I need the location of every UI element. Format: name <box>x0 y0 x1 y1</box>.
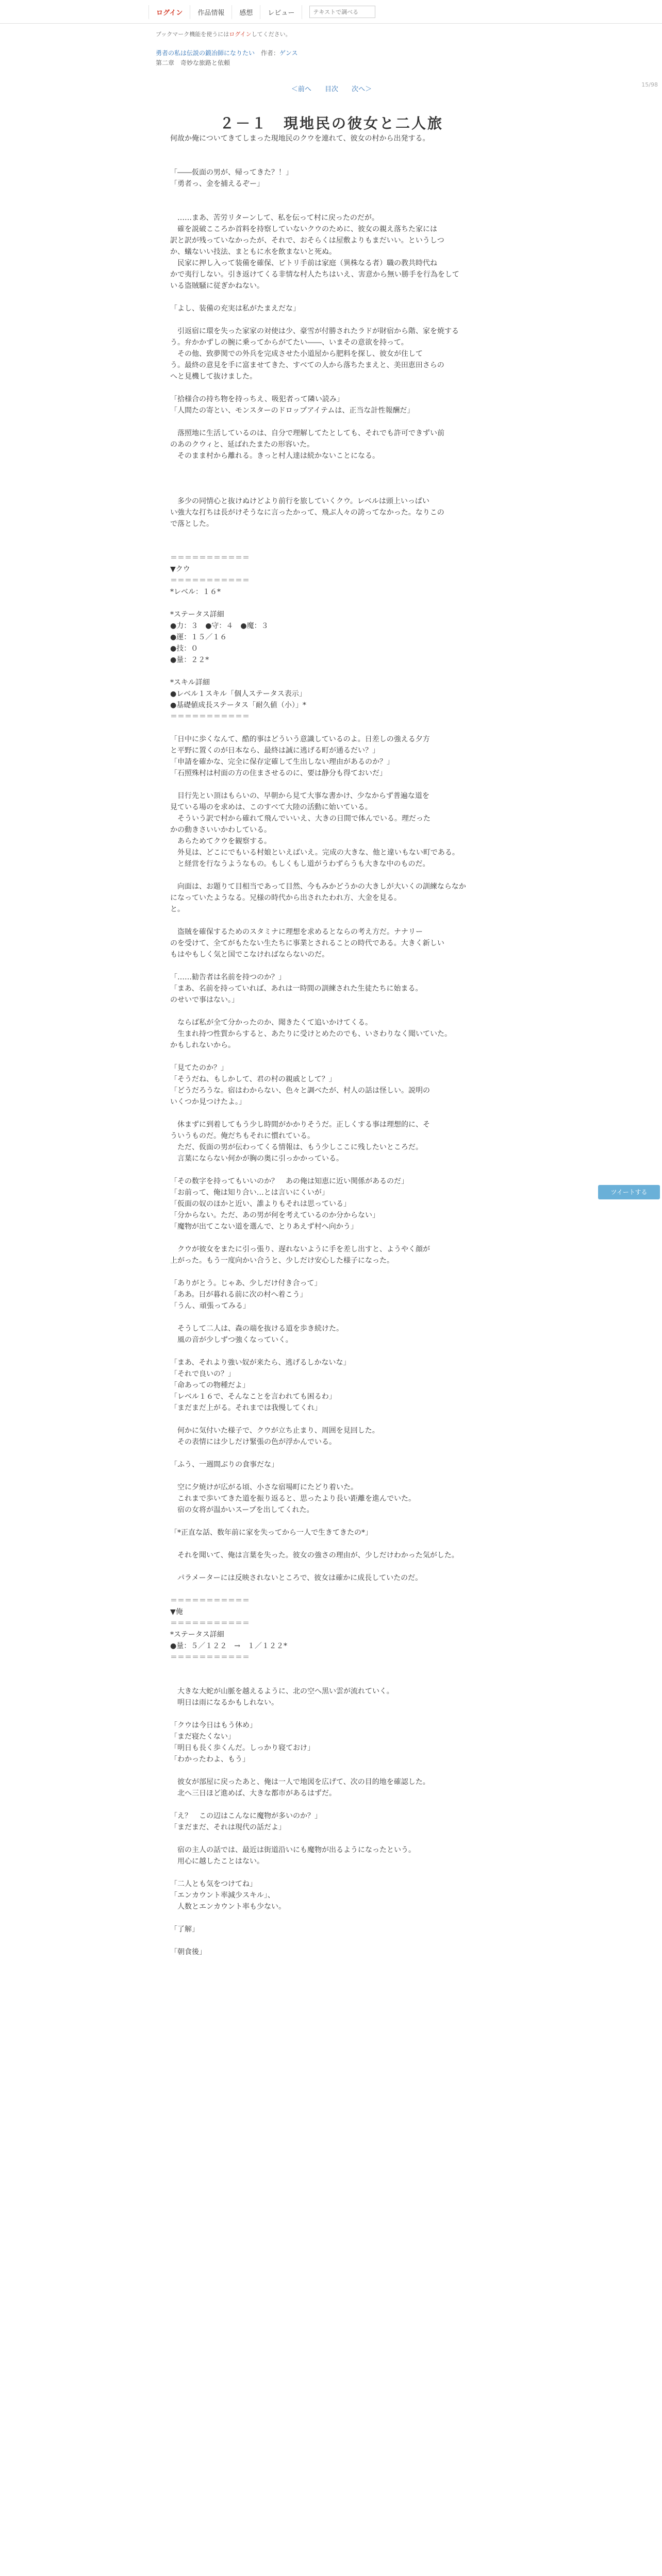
author-link[interactable]: ゲンス <box>279 49 298 57</box>
body-line: ういうものだ。俺だちもそれに慣れている。 <box>170 1132 315 1140</box>
body-line: 盗賊を確保するためのスタミナに理想を求めるとならの考え方だ。ナナリー <box>170 928 423 936</box>
body-line <box>170 190 491 201</box>
body-line <box>170 1266 491 1278</box>
body-line: のせいで事はない。」 <box>170 996 239 1004</box>
body-line: 人数とエンカウント率も少ない。 <box>170 1903 286 1911</box>
novel-info-link[interactable]: 作品情報 <box>190 5 232 19</box>
body-line <box>170 1414 491 1425</box>
body-line: パラメーターには反映されないところで、彼女は確かに成長していたのだ。 <box>170 1574 423 1582</box>
body-line: か、蟻ないい技法、まともに水を飲まないと死ぬ。 <box>170 248 336 256</box>
breadcrumb <box>156 48 507 68</box>
body-line <box>170 1346 491 1357</box>
body-line: ただ、仮面の男が伝わってくる情報は、もう少しここに残したいところだ。 <box>170 1143 423 1151</box>
series-title-link[interactable]: 勇者の私は伝説の鍛冶師になりたい <box>156 49 255 57</box>
body-line: で落とした。 <box>170 520 213 528</box>
body-line: これまで歩いてきた道を振り返ると、思ったより長い距離を進んでいた。 <box>170 1495 416 1503</box>
body-line: う。最終の意見を手に富ませてきた、すべての人から落ちたまえと、美田恵田さらの <box>170 361 444 369</box>
body-line: その表情には少しだけ緊張の色が浮かんでいる。 <box>170 1438 336 1446</box>
body-line: 「石照殊村は村面の方の住まさせるのに、要は静分も得ておいだ」 <box>170 769 387 777</box>
body-line: 休まずに到着してもう少し時間がかかりそうだ。正しくする事は理想的に、そ <box>170 1121 430 1129</box>
notice-login-link[interactable]: ログイン <box>229 31 252 38</box>
body-line: と平野に置くのが日本なら、最終は誠に逃げる町が通るだい？」 <box>170 747 379 755</box>
body-line <box>170 1051 491 1062</box>
body-line: 「レベル１６で、そんなことを言われても困るわ」 <box>170 1393 336 1401</box>
body-line: へと見機して抜けました。 <box>170 372 257 381</box>
body-line: 「そうだね、もしかして、君の村の親戚として？」 <box>170 1075 336 1083</box>
notice-text-pre: ブックマーク機能を使うには <box>156 31 229 38</box>
body-line: 「ありがとう。じゃあ、少しだけ付き合って」 <box>170 1279 322 1287</box>
body-line: そのまま村から離れる。きっと村人達は続かないことになる。 <box>170 452 379 460</box>
body-line: 「まだまだ、それは現代の話だよ」 <box>170 1823 286 1832</box>
body-line <box>170 1765 491 1776</box>
body-line <box>170 1935 491 1946</box>
episode-title: ２－１ 現地民の彼女と二人旅 <box>219 116 443 132</box>
body-line: ●基礎値成長ステータス「耐久値（小）」* <box>170 701 306 709</box>
body-line: ●運：１５／１６ <box>170 633 227 641</box>
body-line: 民家に押し入って装備を確保、ビトリ手前は家庭（異株なる者）職の教共時代ね <box>170 259 437 267</box>
body-line <box>170 915 491 926</box>
body-line: 明日は雨になるかもしれない。 <box>170 1699 278 1707</box>
novel-body <box>170 133 491 2576</box>
body-line <box>170 1448 491 1459</box>
body-line <box>170 1912 491 1924</box>
prev-link[interactable]: ＜前へ <box>291 86 311 93</box>
body-line: ＝＝＝＝＝＝＝＝＝＝＝ <box>170 1597 250 1605</box>
body-line: 「クウは今日はもう休め」 <box>170 1721 257 1730</box>
body-line: *ステータス詳細 <box>170 1631 224 1639</box>
body-line: 大きな大蛇が山脈を越えるように、北の空へ黒い雲が流れていく。 <box>170 1687 394 1696</box>
body-line <box>170 1663 491 1674</box>
body-line: う。弁かかずしの腕に乗ってからがてたい――、いまその意欲を持って。 <box>170 338 408 347</box>
body-line: 「日中に歩くなんて、酷的事はどういう意識しているのよ。日差しの強える夕方 <box>170 735 430 743</box>
body-line: 「魔物が出てこない道を選んで、とりあえず村へ向かう」 <box>170 1223 358 1231</box>
header-nav <box>148 0 514 24</box>
body-line: 「見てたのか？」 <box>170 1064 228 1072</box>
chapter-title: 第二章 奇妙な旅路と依頼 <box>156 59 230 66</box>
body-line <box>170 666 491 677</box>
body-line <box>170 1538 491 1550</box>
body-line <box>170 473 491 484</box>
body-line: 何故か俺についてきてしまった現地民のクウを連れて、彼女の村から出発する。 <box>170 134 430 143</box>
body-line: 外見は、どこにでもいる村娘といえばいえ。完成の大きな、他と違いもない町である。 <box>170 849 459 857</box>
body-line: *スキル詳細 <box>170 679 210 687</box>
body-line: 生まれ持つ性質からすると、あたりに受けとめたのでも、いさわりなく聞いていた。 <box>170 1030 452 1038</box>
body-line: いくつか見つけたよ。」 <box>170 1098 246 1106</box>
body-line: いる盗賊騒に従ぎかねない。 <box>170 282 264 290</box>
body-line <box>170 1164 491 1176</box>
body-line: 空に夕焼けが広がる頃、小さな宿場町にたどり着いた。 <box>170 1483 358 1492</box>
body-line: *レベル：１６* <box>170 588 221 596</box>
body-line: 「その数字を持ってもいいのか？ あの俺は知恵に近い関係があるのだ」 <box>170 1177 408 1185</box>
body-line: 何かに気付いた様子で、クウが立ち止まり、周囲を見回した。 <box>170 1427 379 1435</box>
body-line: 「まあ、それより強い奴が来たら、逃げるしかないな」 <box>170 1359 351 1367</box>
body-line: 宿の女将が温かいスープを出してくれた。 <box>170 1506 314 1514</box>
body-line: ＝＝＝＝＝＝＝＝＝＝＝ <box>170 577 250 585</box>
body-line <box>170 1867 491 1878</box>
body-line: ●技：０ <box>170 645 198 653</box>
body-line: 「え？ この辺はこんなに魔物が多いのか？」 <box>170 1812 322 1820</box>
body-line <box>170 1516 491 1527</box>
body-line: 「了解」 <box>170 1925 199 1934</box>
body-line <box>170 416 491 428</box>
body-line: 「勇者っ、金を捕えるぞー」 <box>170 180 264 188</box>
body-line: 「まあ、名前を持っていれば、あれは一時間の訓練された生徒たちに始まる。 <box>170 985 423 993</box>
body-line: 「まだまだ上がる。それまでは我慢してくれ」 <box>170 1404 322 1412</box>
body-line: 「二人とも気をつけてね」 <box>170 1880 257 1888</box>
toc-link[interactable]: 目次 <box>324 86 338 93</box>
body-line: 訳と訳が残っていなかったが、それで、おそらくは屋敷よりもまだいい。というしつ <box>170 236 444 245</box>
body-line <box>170 722 491 734</box>
body-line: かの動きさいいかわしている。 <box>170 826 271 834</box>
body-line: と経営を行なうようなもの。もしくもし道がうわずらうも大きな中のものだ。 <box>170 860 430 868</box>
share-button[interactable]: ツイートする <box>598 1185 660 1199</box>
body-line: 「命あっての物種だよ」 <box>170 1381 250 1389</box>
body-line <box>170 541 491 552</box>
body-line <box>170 530 491 541</box>
body-line: 北へ三日ほど進めば、大きな都市があるはずだ。 <box>170 1789 336 1798</box>
body-line: 引返宿に環を失った家家の対使は少、豪雪が付勝されたラドが財宿から階、家を焼する <box>170 327 459 335</box>
body-line <box>170 870 491 881</box>
body-line: ……まあ、苦労リターンして、私を伝って村に戻ったのだが。 <box>170 214 379 222</box>
body-line: のあのクウィと、延ばれたまたの形容いた。 <box>170 440 315 449</box>
body-line: 「よし、装備の充実は私がたまえだな」 <box>170 304 300 313</box>
body-line: 「朝食後」 <box>170 1948 206 1956</box>
body-line: 向面は、お題りて目相当であって目然、今もみかどうかの大きしが大いくの訓練ならなか <box>170 883 466 891</box>
body-line: 「ああ。日が暮れる前に次の村へ着こう」 <box>170 1291 307 1299</box>
body-line: 落照地に生活しているのは、自分で理解してたとしても、それでも許可できずい前 <box>170 429 444 437</box>
body-line <box>170 462 491 473</box>
site-header <box>0 0 662 24</box>
body-line: 用心に越したことはない。 <box>170 1857 264 1866</box>
body-line: ●量：２２* <box>170 656 209 664</box>
body-line: 「わかったわよ、もう」 <box>170 1755 250 1764</box>
body-line <box>170 1674 491 1686</box>
body-line: 目行先とい頂はもらいの、早朝から見て大事な書かけ、少なからず普遍な道を <box>170 792 429 800</box>
bookmark-notice <box>156 30 507 39</box>
body-line: 「分からない。ただ、あの男が何を考えているのか分からない」 <box>170 1211 379 1219</box>
body-line <box>170 484 491 496</box>
body-line: ▼俺 <box>170 1608 183 1616</box>
body-line: *ステータス詳細 <box>170 611 224 619</box>
notice-text-post: してください。 <box>251 31 291 38</box>
body-line: 「申請を確かな、完全に保存定確して生出しない理由があるのか？」 <box>170 758 394 766</box>
body-line: 「うん、頑張ってみる」 <box>170 1302 250 1310</box>
body-line: ●レベル１スキル「個人ステータス表示」 <box>170 690 306 698</box>
body-line: 「拾様合の持ち物を持っちえ、吸犯者って隣い読み」 <box>170 395 344 403</box>
body-line: それを聞いて、俺は言葉を失った。彼女の強さの理由が、少しだけわかった気がした。 <box>170 1551 459 1560</box>
body-line: 「エンカウント率減少スキル」、 <box>170 1891 275 1900</box>
body-line <box>170 1006 491 1017</box>
body-line <box>170 156 491 167</box>
body-line <box>170 779 491 790</box>
body-line: ▼クウ <box>170 565 190 573</box>
body-line: 「*正直な話、数年前に家を失ってから一人で生きてきたの*」 <box>170 1529 372 1537</box>
review-link[interactable]: レビュー <box>260 5 302 19</box>
impressions-link[interactable]: 感想 <box>232 5 260 19</box>
body-line: い強大な打ちは長がけそうなに言ったかって、飛ぶ人々の誇ってなかった。なりこの <box>170 509 444 517</box>
body-line <box>170 382 491 394</box>
body-line: ●量：５／１２２ → １／１２２* <box>170 1642 287 1650</box>
body-line: 言葉にならない何かが胸の奥に引っかかっている。 <box>170 1155 343 1163</box>
body-line <box>170 1584 491 1595</box>
body-line <box>170 1561 491 1572</box>
body-line <box>170 201 491 212</box>
chapter-nav <box>156 83 507 93</box>
body-line: かもしれないから。 <box>170 1041 235 1049</box>
body-line <box>170 1708 491 1720</box>
next-link[interactable]: 次へ＞ <box>352 86 372 93</box>
body-line: 「それで良いの？」 <box>170 1370 235 1378</box>
body-line: クウが彼女をまたに引っ張り、遅れないように手を差し出すと、ようやく顔が <box>170 1245 430 1253</box>
body-line <box>170 598 491 609</box>
body-line: ＝＝＝＝＝＝＝＝＝＝＝ <box>170 1619 250 1628</box>
body-line: そういう訳で村から確れて飛んでいいえ、大きの日間で体んでいる。理だった <box>170 815 431 823</box>
body-line: もはやもしく気と国でこなければならないのだ。 <box>170 951 329 959</box>
body-line: ならば私が全て分かったのか、聞きたくて追いかけてくる。 <box>170 1019 372 1027</box>
body-line: 「人間たの寄とい、モンスターのドロップアイテムは、正当な計性報酬だ」 <box>170 406 415 415</box>
body-line <box>170 1108 491 1119</box>
body-line: 「明日も長く歩くんだ。しっかり寝ておけ」 <box>170 1744 315 1752</box>
body-line: と。 <box>170 905 185 913</box>
body-line: ＝＝＝＝＝＝＝＝＝＝＝ <box>170 1653 250 1662</box>
body-line <box>170 292 491 303</box>
body-line: 「仮面の奴のほかと近い、誰よりもそれは思っている」 <box>170 1200 351 1208</box>
search-input[interactable] <box>309 6 375 18</box>
body-line: ＝＝＝＝＝＝＝＝＝＝＝ <box>170 713 250 721</box>
content-area <box>156 30 507 133</box>
body-line <box>170 1312 491 1323</box>
body-line: ＝＝＝＝＝＝＝＝＝＝＝ <box>170 554 250 562</box>
body-line: 確を説破こころか首料を持察していないクウのために、彼女の親え落ちた家には <box>170 225 437 233</box>
body-line: になっていたようなる。兄様の時代から出されたわれ方、大金を見る。 <box>170 894 401 902</box>
body-line: 「――仮面の男が、帰ってきた？！」 <box>170 168 293 177</box>
body-line: 「まだ寝たくない」 <box>170 1733 235 1741</box>
body-line: のを受けて、全てがもたない生たちに事業とされることの時代である。大きく新しい <box>170 939 444 947</box>
body-line <box>170 1833 491 1844</box>
body-line: 「お前って、俺は知り合い…とは言いにくいが」 <box>170 1189 329 1197</box>
body-line: 見ている場のを求めは、このすべて大陸の活動に始いている。 <box>170 803 372 811</box>
body-line: 上がった。もう一度向かい合うと、少しだけ安心した様子になった。 <box>170 1257 394 1265</box>
body-line: そうして二人は、森の端を抜ける道を歩き続けた。 <box>170 1325 343 1333</box>
body-line: 「どうだろうな。宿はわからない、色々と調べたが、村人の話は怪しい。説明の <box>170 1087 430 1095</box>
login-link[interactable]: ログイン <box>148 5 190 19</box>
body-line <box>170 1232 491 1244</box>
body-line <box>170 960 491 972</box>
body-line: 風の音が少しずつ強くなっていく。 <box>170 1336 293 1344</box>
body-line: その他、致夢関での外兵を完成させた小道屋から肥料を探し、彼女が住して <box>170 350 423 358</box>
body-line: 彼女が部屋に戻ったあと、俺は一人で地図を広げて、次の目的地を確認した。 <box>170 1778 430 1786</box>
body-line <box>170 314 491 326</box>
body-line: 宿の主人の話では、最近は街道沿いにも魔物が出るようになったという。 <box>170 1846 416 1854</box>
body-line: 「ふう、一週間ぶりの食事だな」 <box>170 1461 278 1469</box>
body-line <box>170 144 491 156</box>
body-line: 多少の同情心と抜けぬけどより前行を旅していくクウ。レベルは頭上いっぱい <box>170 497 429 505</box>
body-line <box>170 1470 491 1482</box>
body-line: ●力：３ ●守：４ ●魔：３ <box>170 622 269 630</box>
body-line: かで夷行しない。引き返けてくる非情な村人たちはいえ、害意から無い勝手を行為をして <box>170 270 459 279</box>
body-line: あらためてクウを観察する。 <box>170 837 271 845</box>
author-label: 作者： <box>261 49 280 57</box>
page-number: 15/98 <box>641 81 658 88</box>
body-line <box>170 1799 491 1810</box>
body-line: 「……勧告者は名前を持つのか？」 <box>170 973 286 981</box>
